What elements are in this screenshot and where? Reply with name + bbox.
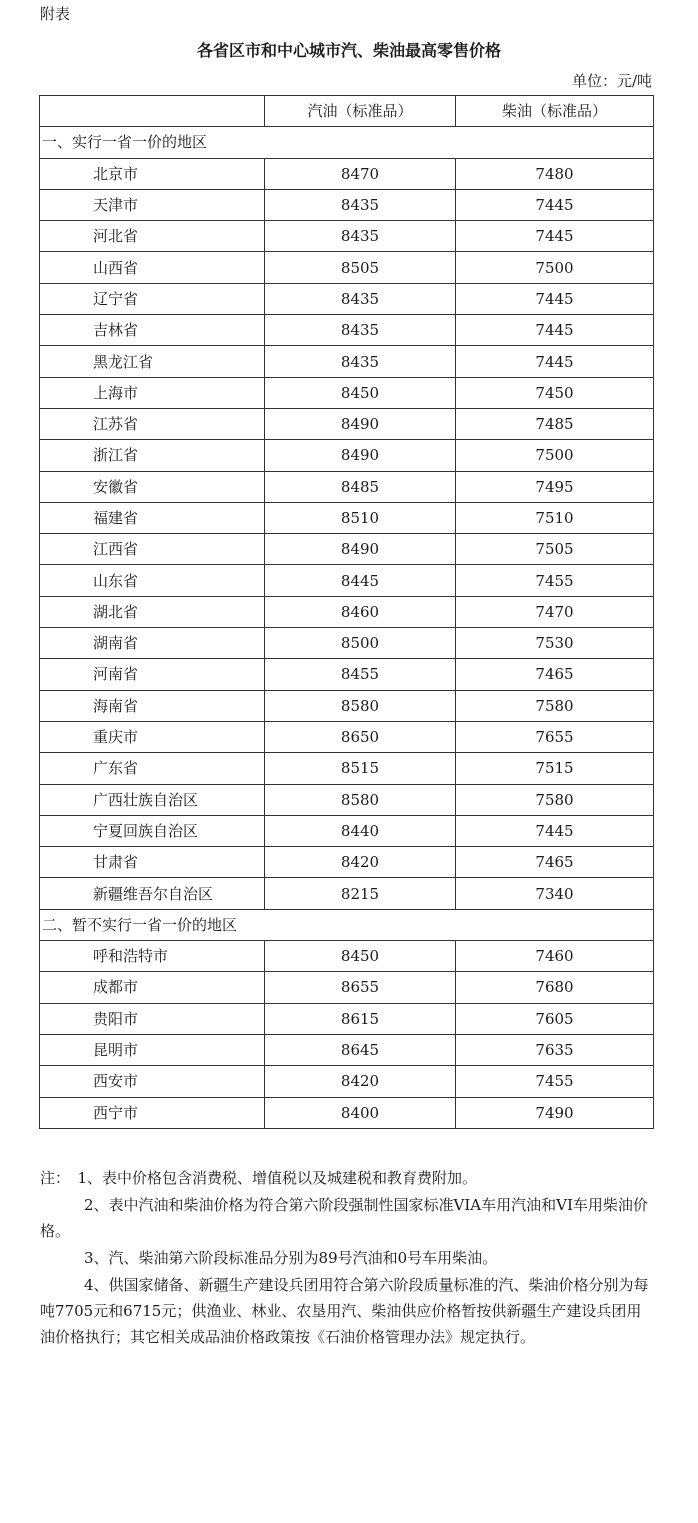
region-cell: 宁夏回族自治区 bbox=[40, 815, 265, 846]
gasoline-price-cell: 8440 bbox=[265, 815, 456, 846]
gasoline-price-cell: 8615 bbox=[265, 1003, 456, 1034]
diesel-price-cell: 7445 bbox=[456, 189, 654, 220]
table-row bbox=[40, 596, 654, 627]
region-cell: 江西省 bbox=[40, 534, 265, 565]
region-cell: 安徽省 bbox=[40, 471, 265, 502]
region-cell: 昆明市 bbox=[40, 1034, 265, 1065]
gasoline-price-cell: 8470 bbox=[265, 158, 456, 189]
table-row bbox=[40, 471, 654, 502]
notes bbox=[40, 1165, 652, 1351]
diesel-price-cell: 7445 bbox=[456, 221, 654, 252]
diesel-price-cell: 7465 bbox=[456, 659, 654, 690]
diesel-price-cell: 7655 bbox=[456, 721, 654, 752]
gasoline-price-cell: 8400 bbox=[265, 1097, 456, 1128]
region-cell: 浙江省 bbox=[40, 440, 265, 471]
diesel-price-cell: 7340 bbox=[456, 878, 654, 909]
region-cell: 呼和浩特市 bbox=[40, 941, 265, 972]
gasoline-price-cell: 8490 bbox=[265, 534, 456, 565]
region-cell: 福建省 bbox=[40, 502, 265, 533]
diesel-price-cell: 7465 bbox=[456, 847, 654, 878]
region-cell: 海南省 bbox=[40, 690, 265, 721]
price-table bbox=[39, 95, 654, 1129]
region-cell: 山西省 bbox=[40, 252, 265, 283]
gasoline-price-cell: 8215 bbox=[265, 878, 456, 909]
table-row bbox=[40, 1003, 654, 1034]
gasoline-price-cell: 8420 bbox=[265, 847, 456, 878]
note-2: 2、表中汽油和柴油价格为符合第六阶段强制性国家标准VIA车用汽油和VI车用柴油价格。 bbox=[40, 1196, 648, 1240]
diesel-price-cell: 7470 bbox=[456, 596, 654, 627]
table-row bbox=[40, 753, 654, 784]
table-row bbox=[40, 628, 654, 659]
diesel-price-cell: 7445 bbox=[456, 315, 654, 346]
gasoline-price-cell: 8435 bbox=[265, 315, 456, 346]
gasoline-price-cell: 8510 bbox=[265, 502, 456, 533]
gasoline-price-cell: 8500 bbox=[265, 628, 456, 659]
region-cell: 江苏省 bbox=[40, 408, 265, 439]
table-row bbox=[40, 315, 654, 346]
table-row bbox=[40, 815, 654, 846]
region-cell: 西宁市 bbox=[40, 1097, 265, 1128]
gasoline-price-cell: 8455 bbox=[265, 659, 456, 690]
region-cell: 湖北省 bbox=[40, 596, 265, 627]
gasoline-price-cell: 8485 bbox=[265, 471, 456, 502]
table-row bbox=[40, 847, 654, 878]
region-cell: 甘肃省 bbox=[40, 847, 265, 878]
table-row bbox=[40, 972, 654, 1003]
document-title: 各省区市和中心城市汽、柴油最高零售价格 bbox=[196, 41, 501, 60]
diesel-price-cell: 7485 bbox=[456, 408, 654, 439]
column-header-diesel: 柴油（标准品） bbox=[456, 96, 654, 127]
table-row bbox=[40, 1097, 654, 1128]
gasoline-price-cell: 8490 bbox=[265, 408, 456, 439]
diesel-price-cell: 7515 bbox=[456, 753, 654, 784]
gasoline-price-cell: 8435 bbox=[265, 189, 456, 220]
region-cell: 贵阳市 bbox=[40, 1003, 265, 1034]
table-row bbox=[40, 283, 654, 314]
column-header-gasoline: 汽油（标准品） bbox=[265, 96, 456, 127]
table-row bbox=[40, 377, 654, 408]
table-row bbox=[40, 221, 654, 252]
region-cell: 山东省 bbox=[40, 565, 265, 596]
region-cell: 西安市 bbox=[40, 1066, 265, 1097]
diesel-price-cell: 7490 bbox=[456, 1097, 654, 1128]
note-1: 注： 1、表中价格包含消费税、增值税以及城建税和教育费附加。 bbox=[40, 1169, 478, 1187]
note-4: 4、供国家储备、新疆生产建设兵团用符合第六阶段质量标准的汽、柴油价格分别为每吨7705元和6715元；供渔业、林业、农垦用汽、柴油供应价格暂按供新疆生产建设兵团用油价格执行；其它相关成品油价格政策按《石油价格管理办法》规定执行。 bbox=[40, 1276, 649, 1346]
region-cell: 上海市 bbox=[40, 377, 265, 408]
table-row bbox=[40, 502, 654, 533]
region-cell: 湖南省 bbox=[40, 628, 265, 659]
gasoline-price-cell: 8490 bbox=[265, 440, 456, 471]
gasoline-price-cell: 8460 bbox=[265, 596, 456, 627]
diesel-price-cell: 7480 bbox=[456, 158, 654, 189]
diesel-price-cell: 7495 bbox=[456, 471, 654, 502]
diesel-price-cell: 7455 bbox=[456, 565, 654, 596]
gasoline-price-cell: 8655 bbox=[265, 972, 456, 1003]
region-cell: 吉林省 bbox=[40, 315, 265, 346]
table-row bbox=[40, 721, 654, 752]
gasoline-price-cell: 8450 bbox=[265, 941, 456, 972]
diesel-price-cell: 7505 bbox=[456, 534, 654, 565]
diesel-price-cell: 7450 bbox=[456, 377, 654, 408]
diesel-price-cell: 7510 bbox=[456, 502, 654, 533]
section-row bbox=[40, 909, 654, 940]
gasoline-price-cell: 8435 bbox=[265, 221, 456, 252]
gasoline-price-cell: 8505 bbox=[265, 252, 456, 283]
gasoline-price-cell: 8420 bbox=[265, 1066, 456, 1097]
diesel-price-cell: 7445 bbox=[456, 346, 654, 377]
table-row bbox=[40, 158, 654, 189]
region-cell: 河南省 bbox=[40, 659, 265, 690]
table-row bbox=[40, 408, 654, 439]
diesel-price-cell: 7530 bbox=[456, 628, 654, 659]
gasoline-price-cell: 8645 bbox=[265, 1034, 456, 1065]
section-row bbox=[40, 127, 654, 158]
gasoline-price-cell: 8650 bbox=[265, 721, 456, 752]
table-header-row bbox=[40, 96, 654, 127]
gasoline-price-cell: 8435 bbox=[265, 283, 456, 314]
table-row bbox=[40, 690, 654, 721]
diesel-price-cell: 7455 bbox=[456, 1066, 654, 1097]
table-row bbox=[40, 784, 654, 815]
table-row bbox=[40, 440, 654, 471]
diesel-price-cell: 7445 bbox=[456, 815, 654, 846]
gasoline-price-cell: 8515 bbox=[265, 753, 456, 784]
table-row bbox=[40, 941, 654, 972]
table-row bbox=[40, 252, 654, 283]
region-cell: 北京市 bbox=[40, 158, 265, 189]
diesel-price-cell: 7500 bbox=[456, 252, 654, 283]
region-cell: 辽宁省 bbox=[40, 283, 265, 314]
gasoline-price-cell: 8580 bbox=[265, 784, 456, 815]
section-title: 二、暂不实行一省一价的地区 bbox=[40, 909, 654, 940]
diesel-price-cell: 7635 bbox=[456, 1034, 654, 1065]
table-row bbox=[40, 346, 654, 377]
table-row bbox=[40, 1034, 654, 1065]
unit-label: 单位：元/吨 bbox=[571, 72, 652, 90]
region-cell: 重庆市 bbox=[40, 721, 265, 752]
table-row bbox=[40, 1066, 654, 1097]
table-row bbox=[40, 565, 654, 596]
region-cell: 新疆维吾尔自治区 bbox=[40, 878, 265, 909]
diesel-price-cell: 7460 bbox=[456, 941, 654, 972]
table-row bbox=[40, 878, 654, 909]
region-cell: 广东省 bbox=[40, 753, 265, 784]
diesel-price-cell: 7605 bbox=[456, 1003, 654, 1034]
region-cell: 河北省 bbox=[40, 221, 265, 252]
table-row bbox=[40, 659, 654, 690]
gasoline-price-cell: 8580 bbox=[265, 690, 456, 721]
region-cell: 天津市 bbox=[40, 189, 265, 220]
table-row bbox=[40, 534, 654, 565]
gasoline-price-cell: 8445 bbox=[265, 565, 456, 596]
diesel-price-cell: 7580 bbox=[456, 784, 654, 815]
region-cell: 成都市 bbox=[40, 972, 265, 1003]
table-row bbox=[40, 189, 654, 220]
region-cell: 广西壮族自治区 bbox=[40, 784, 265, 815]
diesel-price-cell: 7445 bbox=[456, 283, 654, 314]
diesel-price-cell: 7500 bbox=[456, 440, 654, 471]
section-title: 一、实行一省一价的地区 bbox=[40, 127, 654, 158]
table-body bbox=[40, 127, 654, 1129]
column-header-region bbox=[40, 96, 265, 127]
gasoline-price-cell: 8450 bbox=[265, 377, 456, 408]
diesel-price-cell: 7580 bbox=[456, 690, 654, 721]
diesel-price-cell: 7680 bbox=[456, 972, 654, 1003]
region-cell: 黑龙江省 bbox=[40, 346, 265, 377]
gasoline-price-cell: 8435 bbox=[265, 346, 456, 377]
appendix-label: 附表 bbox=[40, 5, 71, 23]
note-3: 3、汽、柴油第六阶段标准品分别为89号汽油和0号车用柴油。 bbox=[84, 1249, 498, 1267]
